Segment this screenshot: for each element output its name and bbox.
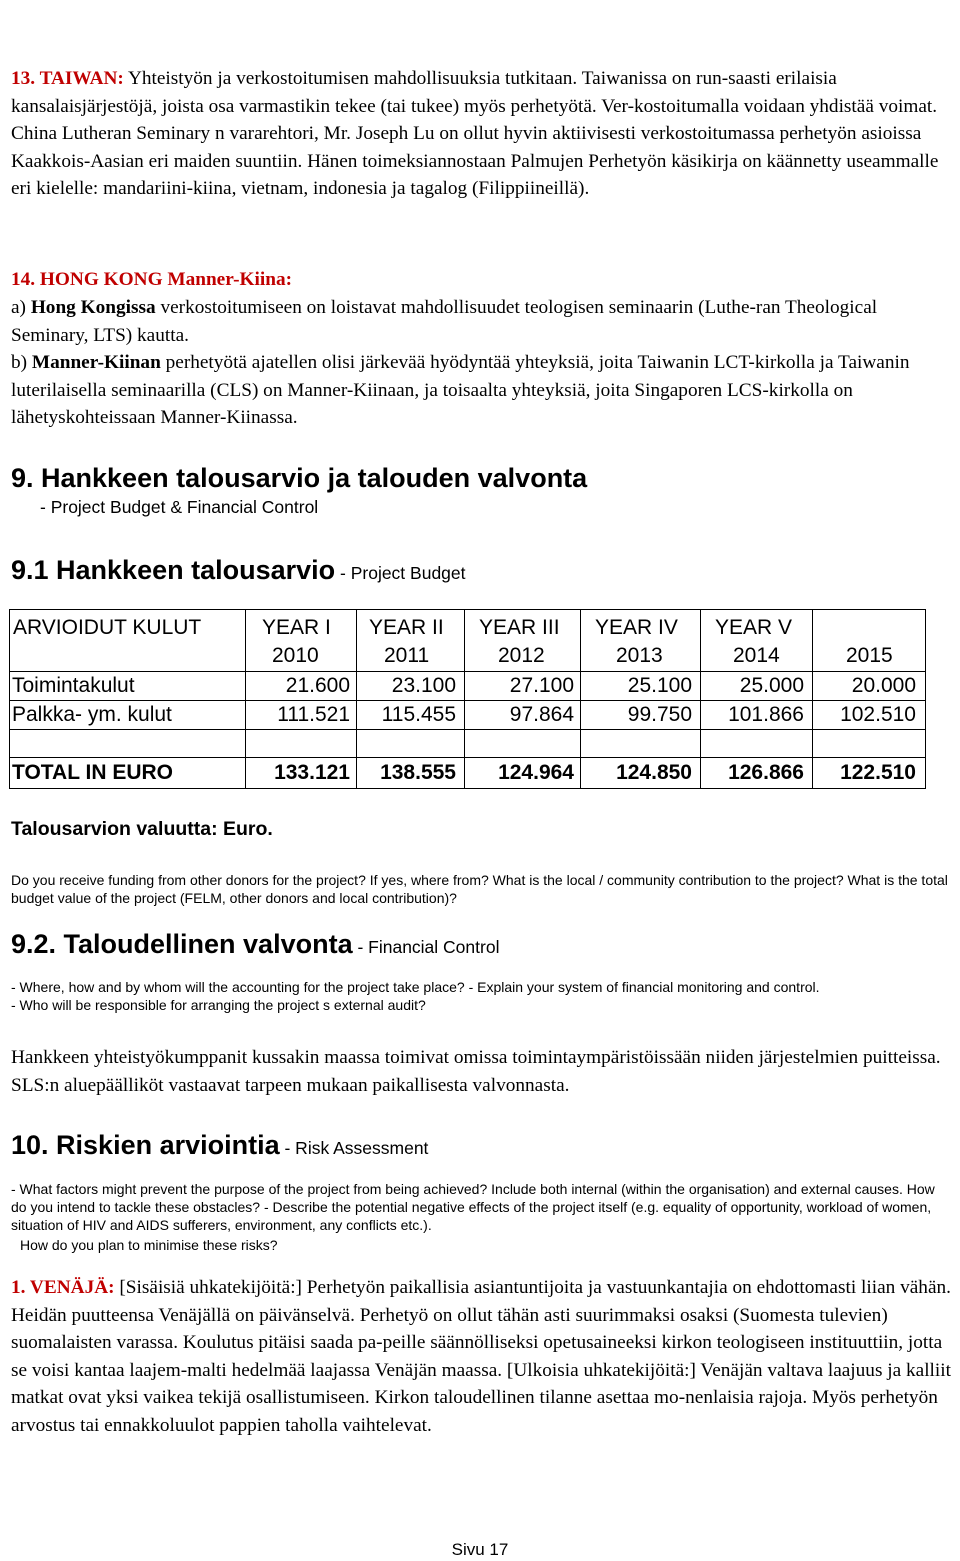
table-year-2011: 2011 <box>384 644 430 667</box>
section-10-question-1: - What factors might prevent the purpose of the project from being achieved? Include both internal (within the organisation) and external causes. How do you intend to tackle these obstacles? - Describe the potential negative effects of the project itself (e.g. equality of opportunity, workload of women, situation of HIV and AIDS sufferers, environment, any conflicts etc.). <box>11 1181 935 1233</box>
table-total-cell: 133.121 <box>274 761 350 784</box>
table-header-year-5: YEAR V <box>715 616 793 639</box>
section-10-question-2: How do you plan to minimise these risks? <box>20 1237 278 1253</box>
table-total-cell: 124.850 <box>616 761 692 784</box>
table-row-label: Toimintakulut <box>12 674 135 697</box>
table-year-2013: 2013 <box>616 644 663 667</box>
section-14-b-text: perhetyötä ajatellen olisi järkevää hyödyntää yhteyksiä, joita Taiwanin LCT-kirkolla ja Taiwanin luterilaisella seminaarilla (CLS) on Manner-Kiinaan, ja toisaalta yhteyksiä, joita Singaporen LCS-kirkolla on lähetyskohteissaan Manner-Kiinassa. <box>11 352 910 428</box>
table-cell: 101.866 <box>728 703 804 726</box>
section-russia-text: [Sisäisiä uhkatekijöitä:] Perhetyön paikallisia asiantuntijoita ja vastuunkantajia on ehdottomasti liian vähän. Heidän puutteensa Venäjällä on päivänselvä. Perhetyö on ollut tähän asti suurimmaksi osaksi (Suomesta tulevien) suomalaisten varassa. Koulutus pitäisi saada pa-peille säännölliseksi opetusaineeksi kirkon teologiseen instituuttiin, jotta se voisi kantaa laajem-malti hedelmää laajassa Venäjän maassa. [Ulkoisia uhkatekijöitä:] Venäjän valtava laajuus ja kalliit matkat ovat yksi vaikea tekijä osallistumiseen. Kirkon taloudellinen tilanne asettaa mo-nenlaisia rajoja. Myös perhetyön arvostus tai ennakkoluulot pappien taholla vaihtelevat. <box>11 1277 951 1436</box>
section-9-2-question-1: - Where, how and by whom will the accounting for the project take place? - Explain your system of financial monitoring and control. <box>11 979 820 995</box>
table-cell: 115.455 <box>381 703 456 726</box>
section-9-2-text: Hankkeen yhteistyökumppanit kussakin maassa toimivat omissa toimintaympäristöissään niiden järjestelmien puitteissa. SLS:n aluepäälliköt vastaavat tarpeen mukaan paikallisesta valvonnasta. <box>11 1047 941 1096</box>
header-program: Perhekasvatustyön tukiohjelma 2010 2014 <box>551 24 932 45</box>
table-rule <box>9 729 926 730</box>
section-10-heading <box>11 1129 428 1164</box>
table-rule <box>812 609 813 789</box>
section-14-a-bold: Hong Kongissa <box>30 297 156 318</box>
header-department: Ulkomaanosasto <box>11 24 164 45</box>
section-10-subtitle: - Risk Assessment <box>279 1138 429 1158</box>
table-rule <box>9 788 926 789</box>
table-cell: 111.521 <box>277 703 350 726</box>
table-cell: 99.750 <box>627 703 692 726</box>
section-9-title: 9. Hankkeen talousarvio ja talouden valvonta <box>11 463 588 493</box>
section-9-2-subtitle: - Financial Control <box>352 937 500 957</box>
section-russia-paragraph <box>11 1274 951 1439</box>
section-14-b-bold: Manner-Kiinan <box>31 352 161 373</box>
currency-note: Talousarvion valuutta: Euro. <box>11 818 273 840</box>
table-header-year-3: YEAR III <box>479 616 560 639</box>
table-cell: 20.000 <box>851 674 916 697</box>
table-cell: 102.510 <box>840 703 916 726</box>
table-rule <box>9 671 926 672</box>
table-row-label: Palkka- ym. kulut <box>12 703 172 726</box>
table-total-label: TOTAL IN EURO <box>12 761 174 784</box>
header-plan-title: Seurakuntatyön hankesuunnitelma <box>616 2 932 23</box>
section-9-1-subtitle: - Project Budget <box>335 563 466 583</box>
table-cell: 97.864 <box>509 703 574 726</box>
table-year-2014: 2014 <box>733 644 780 667</box>
table-rule <box>9 700 926 701</box>
table-rule <box>245 609 246 789</box>
table-rule <box>700 609 701 789</box>
table-rule <box>9 609 926 610</box>
section-9-2-title: 9.2. Taloudellinen valvonta <box>11 929 353 959</box>
table-rule <box>580 609 581 789</box>
table-cell: 25.100 <box>627 674 692 697</box>
section-10-title: 10. Riskien arviointia <box>11 1130 280 1160</box>
table-cell: 27.100 <box>509 674 574 697</box>
section-14-a-text: verkostoitumiseen on loistavat mahdollisuudet teologisen seminaarin (Luthe-ran Theological Seminary, LTS) kautta. <box>11 297 878 346</box>
table-total-cell: 126.866 <box>728 761 804 784</box>
funding-question: Do you receive funding from other donors for the project? If yes, where from? What is the local / community contribution to the project? What is the total budget value of the project (FELM, other donors and local contribution)? <box>11 872 948 906</box>
table-total-cell: 138.555 <box>380 761 456 784</box>
table-year-2015: 2015 <box>846 644 893 667</box>
page-number: Sivu 17 <box>451 1540 509 1559</box>
table-header-year-2: YEAR II <box>369 616 444 639</box>
table-total-cell: 122.510 <box>840 761 916 784</box>
section-14-label: 14. HONG KONG Manner-Kiina: <box>11 269 292 290</box>
table-year-2010: 2010 <box>272 644 319 667</box>
section-9-subtitle: - Project Budget & Financial Control <box>40 497 319 517</box>
table-rule <box>925 609 926 789</box>
table-year-2012: 2012 <box>498 644 545 667</box>
section-9-2-question-2: - Who will be responsible for arranging the project s external audit? <box>11 997 426 1013</box>
table-cell: 25.000 <box>739 674 804 697</box>
section-9-1-title: 9.1 Hankkeen talousarvio <box>11 555 336 585</box>
section-13-text: Yhteistyön ja verkostoitumisen mahdollisuuksia tutkitaan. Taiwanissa on run-saasti erilaisia kansalaisjärjestöjä, joista osa varmastikin tekee (tai tukee) myös perhetyötä. Ver-kostoitumalla voidaan yhdistää voimat. China Lutheran Seminary n vararehtori, Mr. Joseph Lu on ollut hyvin aktiivisesti verkostoitumassa perhetyön asioissa Kaakkois-Aasian eri maiden suuntiin. Hänen toimeksiannostaan Palmujen Perhetyön käsikirja on käännetty useammalle eri kielelle: mandariini-kiina, vietnam, indonesia ja tagalog (Filippiineillä). <box>11 68 939 199</box>
table-rule <box>464 609 465 789</box>
table-cell: 21.600 <box>285 674 350 697</box>
table-header-year-1: YEAR I <box>262 616 331 639</box>
section-14-b-prefix: b) <box>11 352 32 373</box>
table-total-cell: 124.964 <box>498 761 574 784</box>
section-13-label: 13. TAIWAN: <box>11 68 124 89</box>
table-rule <box>9 609 10 789</box>
table-rule <box>9 757 926 758</box>
section-russia-label: 1. VENÄJÄ: <box>11 1277 115 1298</box>
header-org: Suomen Lähetysseura <box>11 2 214 23</box>
table-cell: 23.100 <box>391 674 456 697</box>
table-header-year-4: YEAR IV <box>595 616 678 639</box>
table-header-label: ARVIOIDUT KULUT <box>13 616 202 639</box>
section-14-a-prefix: a) <box>11 297 31 318</box>
section-9-2-heading <box>11 928 499 963</box>
table-rule <box>356 609 357 789</box>
